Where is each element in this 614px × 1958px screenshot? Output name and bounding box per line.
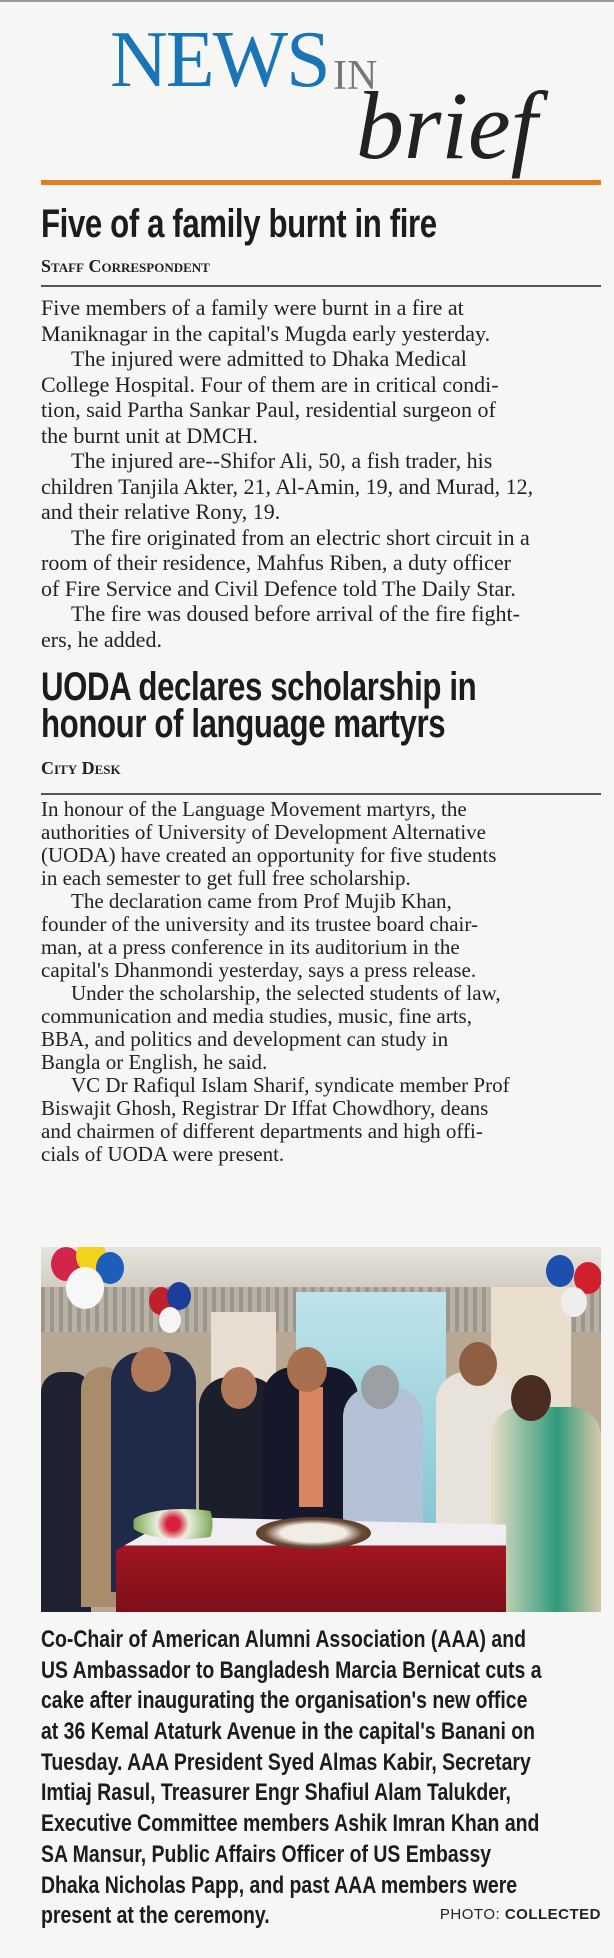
body-line: children Tanjila Akter, 21, Al-Amin, 19, and Murad, 12, — [41, 473, 534, 499]
article-byline: Staff Correspondent — [41, 256, 210, 276]
body-line: authorities of University of Development Alternative — [41, 820, 486, 844]
body-line: ers, he added. — [41, 626, 162, 652]
cake — [256, 1517, 371, 1549]
body-line: College Hospital. Four of them are in critical condi- — [41, 371, 499, 397]
balloon-icon — [66, 1267, 104, 1309]
body-line: of Fire Service and Civil Defence told The Daily Star. — [41, 575, 516, 601]
body-line: and chairmen of different departments and high offi- — [41, 1119, 483, 1143]
headline-line: UODA declares scholarship in — [41, 665, 477, 709]
credit-source: COLLECTED — [504, 1906, 601, 1923]
caption-line: at 36 Kemal Ataturk Avenue in the capital's Banani on — [41, 1718, 535, 1746]
body-line: The injured are--Shifor Ali, 50, a fish trader, his — [71, 448, 493, 473]
balloon-icon — [546, 1255, 574, 1287]
article-headline — [41, 665, 477, 746]
body-line: cials of UODA were present. — [41, 1142, 285, 1166]
balloon-icon — [167, 1282, 191, 1310]
body-line: the burnt unit at DMCH. — [41, 422, 258, 448]
article-body — [41, 798, 607, 1166]
caption-line: SA Mansur, Public Affairs Officer of US Embassy — [41, 1840, 492, 1868]
body-line: In honour of the Language Movement martyrs, the — [41, 797, 467, 821]
body-line: BBA, and politics and development can study in — [41, 1027, 449, 1051]
caption-line: US Ambassador to Bangladesh Marcia Bernicat cuts a — [41, 1656, 542, 1684]
body-line: tion, said Partha Sankar Paul, residential surgeon of — [41, 397, 496, 422]
caption-line: Tuesday. AAA President Syed Almas Kabir, Secretary — [41, 1748, 531, 1776]
body-line: communication and media studies, music, fine arts, — [41, 1004, 472, 1028]
body-line: The fire originated from an electric short circuit in a — [71, 524, 530, 550]
article-byline: City Desk — [41, 758, 121, 778]
caption-line: Co-Chair of American Alumni Association (AAA) and — [41, 1626, 526, 1653]
event-photo — [41, 1247, 601, 1612]
body-line: The injured were admitted to Dhaka Medical — [71, 346, 467, 371]
caption-line: Dhaka Nicholas Papp, and past AAA members were — [41, 1871, 518, 1899]
flowers — [131, 1509, 236, 1539]
body-line: Under the scholarship, the selected students of law, — [71, 981, 501, 1005]
masthead-news: NEWS — [110, 16, 329, 104]
article-headline: Five of a family burnt in fire — [41, 202, 437, 246]
caption-line: present at the ceremony. — [41, 1902, 270, 1930]
body-line: in each semester to get full free scholarship. — [41, 866, 411, 890]
body-line: room of their residence, Mahfus Riben, a duty officer — [41, 550, 512, 575]
body-line: The fire was doused before arrival of the fire fight- — [71, 601, 520, 626]
article-body — [41, 295, 607, 652]
body-line: Maniknagar in the capital's Mugda early yesterday. — [41, 320, 491, 346]
body-line: and their relative Rony, 19. — [41, 499, 281, 524]
body-line: Five members of a family were burnt in a fire at — [41, 295, 464, 320]
headline-line: honour of language martyrs — [41, 702, 446, 746]
body-line: The declaration came from Prof Mujib Khan, — [71, 889, 452, 913]
body-line: founder of the university and its trustee board chair- — [41, 912, 478, 936]
balloon-icon — [561, 1287, 587, 1317]
section-divider — [41, 180, 601, 185]
body-line: VC Dr Rafiqul Islam Sharif, syndicate member Prof — [71, 1073, 510, 1097]
caption-line: Executive Committee members Ashik Imran Khan and — [41, 1810, 540, 1838]
masthead-in: IN — [333, 53, 378, 99]
top-border — [0, 0, 614, 2]
caption-line: cake after inaugurating the organisation's new office — [41, 1687, 528, 1715]
caption-line: Imtiaj Rasul, Treasurer Engr Shafiul Alam Talukder, — [41, 1779, 511, 1807]
photo-caption — [41, 1625, 600, 1932]
photo-credit — [440, 1906, 601, 1923]
body-line: Bangla or English, he said. — [41, 1050, 268, 1074]
body-line: (UODA) have created an opportunity for five students — [41, 843, 497, 867]
credit-label: PHOTO: — [439, 1906, 501, 1923]
byline-rule — [41, 793, 601, 795]
body-line: man, at a press conference in its auditorium in the — [41, 935, 460, 959]
masthead-brief: brief — [356, 72, 538, 179]
balloon-icon — [159, 1307, 181, 1333]
body-line: Biswajit Ghosh, Registrar Dr Iffat Chowdhory, deans — [41, 1096, 489, 1120]
body-line: capital's Dhanmondi yesterday, says a press release. — [41, 958, 477, 982]
byline-rule — [41, 285, 601, 287]
